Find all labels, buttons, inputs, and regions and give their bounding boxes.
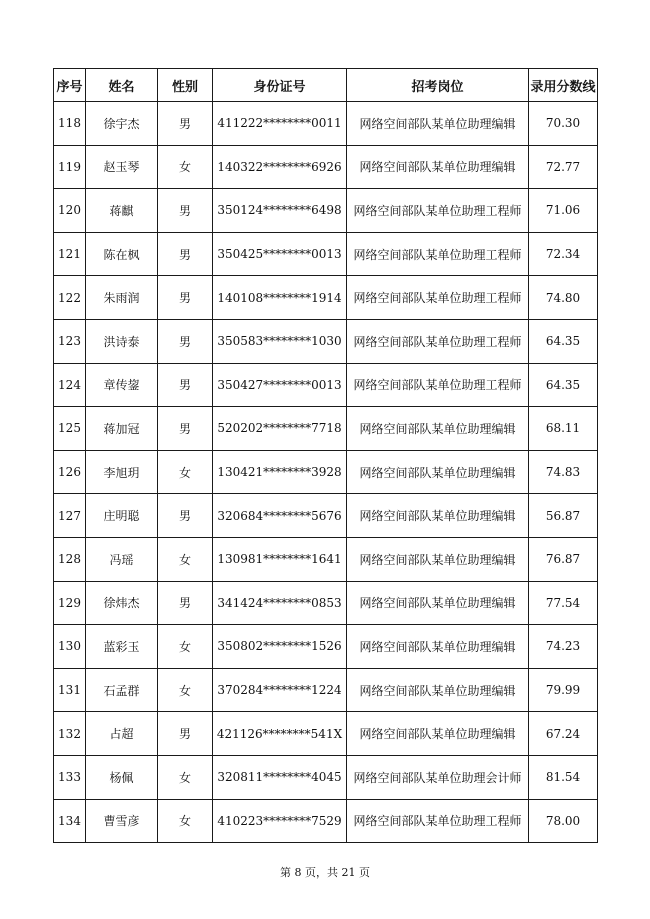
cell-name: 徐宇杰 bbox=[86, 102, 158, 146]
cell-score: 68.11 bbox=[529, 407, 598, 451]
cell-gender: 男 bbox=[158, 319, 213, 363]
cell-gender: 男 bbox=[158, 712, 213, 756]
cell-id-number: 350802********1526 bbox=[213, 625, 347, 669]
cell-id-number: 350583********1030 bbox=[213, 319, 347, 363]
cell-name: 陈在枫 bbox=[86, 232, 158, 276]
cell-id-number: 320684********5676 bbox=[213, 494, 347, 538]
cell-gender: 女 bbox=[158, 668, 213, 712]
cell-name: 洪诗泰 bbox=[86, 319, 158, 363]
cell-gender: 男 bbox=[158, 189, 213, 233]
cell-gender: 女 bbox=[158, 755, 213, 799]
cell-position: 网络空间部队某单位助理工程师 bbox=[347, 799, 529, 843]
cell-gender: 男 bbox=[158, 581, 213, 625]
cell-seq: 130 bbox=[54, 625, 86, 669]
cell-gender: 男 bbox=[158, 232, 213, 276]
cell-id-number: 140108********1914 bbox=[213, 276, 347, 320]
cell-position: 网络空间部队某单位助理编辑 bbox=[347, 102, 529, 146]
cell-gender: 女 bbox=[158, 625, 213, 669]
cell-position: 网络空间部队某单位助理工程师 bbox=[347, 363, 529, 407]
table-body bbox=[54, 102, 598, 843]
cell-score: 79.99 bbox=[529, 668, 598, 712]
cell-gender: 男 bbox=[158, 494, 213, 538]
cell-id-number: 410223********7529 bbox=[213, 799, 347, 843]
table-row bbox=[54, 189, 598, 233]
cell-score: 70.30 bbox=[529, 102, 598, 146]
table-row bbox=[54, 625, 598, 669]
table-header-row bbox=[54, 69, 598, 102]
table-row bbox=[54, 363, 598, 407]
cell-id-number: 320811********4045 bbox=[213, 755, 347, 799]
cell-position: 网络空间部队某单位助理编辑 bbox=[347, 712, 529, 756]
cell-position: 网络空间部队某单位助理编辑 bbox=[347, 625, 529, 669]
cell-name: 庄明聪 bbox=[86, 494, 158, 538]
cell-gender: 男 bbox=[158, 363, 213, 407]
page-number-footer: 第 8 页，共 21 页 bbox=[280, 866, 370, 879]
cell-seq: 134 bbox=[54, 799, 86, 843]
cell-score: 74.83 bbox=[529, 450, 598, 494]
table-row bbox=[54, 407, 598, 451]
cell-score: 67.24 bbox=[529, 712, 598, 756]
cell-name: 章传鋆 bbox=[86, 363, 158, 407]
cell-position: 网络空间部队某单位助理编辑 bbox=[347, 537, 529, 581]
cell-seq: 118 bbox=[54, 102, 86, 146]
cell-gender: 女 bbox=[158, 450, 213, 494]
cell-seq: 119 bbox=[54, 145, 86, 189]
cell-id-number: 130981********1641 bbox=[213, 537, 347, 581]
table-row bbox=[54, 712, 598, 756]
cell-gender: 女 bbox=[158, 799, 213, 843]
cell-position: 网络空间部队某单位助理工程师 bbox=[347, 189, 529, 233]
cell-position: 网络空间部队某单位助理工程师 bbox=[347, 276, 529, 320]
cell-position: 网络空间部队某单位助理会计师 bbox=[347, 755, 529, 799]
table-row bbox=[54, 319, 598, 363]
cell-score: 64.35 bbox=[529, 363, 598, 407]
cell-score: 71.06 bbox=[529, 189, 598, 233]
cell-id-number: 421126********541X bbox=[213, 712, 347, 756]
table-row bbox=[54, 450, 598, 494]
cell-position: 网络空间部队某单位助理编辑 bbox=[347, 494, 529, 538]
cell-name: 蒋麒 bbox=[86, 189, 158, 233]
cell-name: 蓝彩玉 bbox=[86, 625, 158, 669]
cell-gender: 女 bbox=[158, 145, 213, 189]
header-id-number: 身份证号 bbox=[213, 69, 347, 102]
cell-position: 网络空间部队某单位助理编辑 bbox=[347, 407, 529, 451]
cell-name: 蒋加冠 bbox=[86, 407, 158, 451]
cell-seq: 121 bbox=[54, 232, 86, 276]
cell-seq: 131 bbox=[54, 668, 86, 712]
cell-name: 石孟群 bbox=[86, 668, 158, 712]
admission-table bbox=[53, 68, 598, 843]
cell-score: 77.54 bbox=[529, 581, 598, 625]
header-name: 姓名 bbox=[86, 69, 158, 102]
cell-score: 76.87 bbox=[529, 537, 598, 581]
header-position: 招考岗位 bbox=[347, 69, 529, 102]
header-score: 录用分数线 bbox=[529, 69, 598, 102]
table-row bbox=[54, 276, 598, 320]
cell-position: 网络空间部队某单位助理工程师 bbox=[347, 319, 529, 363]
cell-score: 72.77 bbox=[529, 145, 598, 189]
cell-score: 74.80 bbox=[529, 276, 598, 320]
cell-id-number: 350124********6498 bbox=[213, 189, 347, 233]
table-row bbox=[54, 668, 598, 712]
cell-name: 曹雪彦 bbox=[86, 799, 158, 843]
cell-seq: 120 bbox=[54, 189, 86, 233]
table-row bbox=[54, 581, 598, 625]
cell-seq: 129 bbox=[54, 581, 86, 625]
table-row bbox=[54, 537, 598, 581]
cell-seq: 132 bbox=[54, 712, 86, 756]
cell-id-number: 411222********0011 bbox=[213, 102, 347, 146]
cell-score: 72.34 bbox=[529, 232, 598, 276]
cell-score: 78.00 bbox=[529, 799, 598, 843]
cell-gender: 男 bbox=[158, 102, 213, 146]
table-row bbox=[54, 232, 598, 276]
cell-name: 冯瑶 bbox=[86, 537, 158, 581]
cell-seq: 124 bbox=[54, 363, 86, 407]
table-row bbox=[54, 755, 598, 799]
cell-id-number: 520202********7718 bbox=[213, 407, 347, 451]
cell-seq: 122 bbox=[54, 276, 86, 320]
table-row bbox=[54, 145, 598, 189]
cell-id-number: 370284********1224 bbox=[213, 668, 347, 712]
cell-position: 网络空间部队某单位助理编辑 bbox=[347, 450, 529, 494]
cell-name: 赵玉琴 bbox=[86, 145, 158, 189]
cell-gender: 男 bbox=[158, 276, 213, 320]
cell-score: 56.87 bbox=[529, 494, 598, 538]
cell-score: 74.23 bbox=[529, 625, 598, 669]
cell-seq: 123 bbox=[54, 319, 86, 363]
table-row bbox=[54, 102, 598, 146]
table-row bbox=[54, 494, 598, 538]
cell-name: 徐炜杰 bbox=[86, 581, 158, 625]
cell-gender: 女 bbox=[158, 537, 213, 581]
cell-seq: 128 bbox=[54, 537, 86, 581]
table-row bbox=[54, 799, 598, 843]
cell-position: 网络空间部队某单位助理工程师 bbox=[347, 232, 529, 276]
cell-seq: 126 bbox=[54, 450, 86, 494]
cell-position: 网络空间部队某单位助理编辑 bbox=[347, 581, 529, 625]
cell-name: 朱雨润 bbox=[86, 276, 158, 320]
header-seq: 序号 bbox=[54, 69, 86, 102]
cell-id-number: 350427********0013 bbox=[213, 363, 347, 407]
cell-name: 杨佩 bbox=[86, 755, 158, 799]
cell-score: 81.54 bbox=[529, 755, 598, 799]
cell-seq: 125 bbox=[54, 407, 86, 451]
cell-id-number: 140322********6926 bbox=[213, 145, 347, 189]
cell-name: 占超 bbox=[86, 712, 158, 756]
cell-position: 网络空间部队某单位助理编辑 bbox=[347, 145, 529, 189]
cell-score: 64.35 bbox=[529, 319, 598, 363]
cell-id-number: 350425********0013 bbox=[213, 232, 347, 276]
cell-id-number: 130421********3928 bbox=[213, 450, 347, 494]
cell-seq: 127 bbox=[54, 494, 86, 538]
header-gender: 性别 bbox=[158, 69, 213, 102]
cell-gender: 男 bbox=[158, 407, 213, 451]
cell-id-number: 341424********0853 bbox=[213, 581, 347, 625]
cell-position: 网络空间部队某单位助理编辑 bbox=[347, 668, 529, 712]
cell-name: 李旭玥 bbox=[86, 450, 158, 494]
cell-seq: 133 bbox=[54, 755, 86, 799]
